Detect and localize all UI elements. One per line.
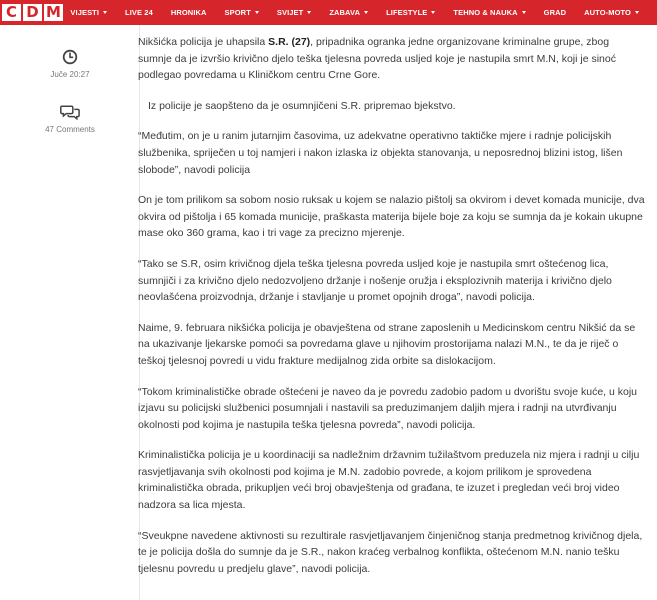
article-paragraph: On je tom prilikom sa sobom nosio ruksak u kojem se nalazio pištolj sa okvirom i devet komada municije, dva okvira od pištolja i 65 komada municije, praškasta materija bijele boje za koju se sumnja da je kokain ukupne mase oko 360 grama, kao i tri vage za precizno mjerenje. bbox=[138, 194, 645, 240]
nav-item-lifestyle[interactable] bbox=[386, 8, 435, 17]
chevron-down-icon bbox=[364, 11, 368, 14]
logo-letter-c: C bbox=[2, 4, 21, 21]
article-paragraph-lead bbox=[138, 34, 645, 84]
nav-item-label: ZABAVA bbox=[329, 8, 361, 17]
cdm-logo[interactable] bbox=[0, 0, 70, 25]
article-paragraph: Naime, 9. februara nikšićka policija je obavještena od strane zaposlenih u Medicinskom centru Nikšić da se na ukazivanje ljekarske pomoći sa povredama glave u njihovim prostorijama nalazi M.N., te da je riječ o teškoj tjelesnoj povredi u vidu frakture medijalnog zida orbite sa dislokacijom. bbox=[138, 321, 636, 367]
nav-item-label: TEHNO & NAUKA bbox=[453, 8, 518, 17]
article-paragraph: “Tako se S.R, osim krivičnog djela teška tjelesna povreda usljed koje je nastupila smrt oštećenog lica, sumnjiči i za krivično djelo nedozvoljeno držanje i nošenje oružja i eksplozivnih materija i krivično djelo neovlašćena proizvodnja, držanje i stavljanje u promet opojnih droga”, navodi policija. bbox=[138, 257, 612, 304]
article-meta-sidebar bbox=[0, 25, 140, 600]
nav-item-label: VIJESTI bbox=[70, 8, 100, 17]
nav-item-label: AUTO-MOTO bbox=[584, 8, 631, 17]
suspect-name: S.R. (27) bbox=[268, 36, 311, 48]
chevron-down-icon bbox=[255, 11, 259, 14]
main-menu bbox=[70, 0, 657, 25]
publish-time bbox=[0, 49, 140, 79]
nav-item-label: LIFESTYLE bbox=[386, 8, 428, 17]
chevron-down-icon bbox=[635, 11, 639, 14]
article-paragraph: Kriminalistička policija je u koordinaciji sa nadležnim državnim tužilaštvom preduzela niz mjera i radnji u cilju rasvjetljavanja svih okolnosti pod kojima je M.N. zadobio povrede, a kojom prilikom je sprovedena kriminalistička obrada, prikupljen veći broj obavještenja od građana, te izuzet i pregledan veći broj video nadzora sa lica mjesta. bbox=[138, 449, 640, 512]
nav-item-live24[interactable] bbox=[125, 8, 153, 17]
article-body bbox=[138, 34, 645, 591]
nav-item-svijet[interactable] bbox=[277, 8, 311, 17]
comments-count[interactable] bbox=[0, 104, 140, 134]
nav-item-label: SVIJET bbox=[276, 8, 304, 17]
logo-letter-m: M bbox=[44, 4, 63, 21]
nav-item-zabava[interactable] bbox=[329, 8, 368, 17]
lead-text-end: , pripadnika ogranka jedne organizovane kriminalne grupe, zbog sumnje da je izvršio krivično djelo teška tjelesna povreda usljed koje je nastupila smrt M.N, koji je sinoć podlegao povredama u Kliničkom centru Crne Gore. bbox=[138, 36, 616, 82]
article-paragraph: “Tokom kriminalističke obrade oštećeni je naveo da je povredu zadobio padom u dvorištu svoje kuće, u koju izjavu su policijski službenici posumnjali i nastavili sa preduzimanjem daljih mjera i radnji na utvrđivanju okolnosti pod kojima je nastupila teška tjelesna povreda”, navodi policija. bbox=[138, 385, 638, 431]
nav-item-sport[interactable] bbox=[225, 8, 259, 17]
chevron-down-icon bbox=[431, 11, 435, 14]
nav-item-vijesti[interactable] bbox=[70, 8, 107, 17]
nav-item-hronika[interactable] bbox=[171, 8, 207, 17]
article-paragraph: “Međutim, on je u ranim jutarnjim časovima, uz adekvatne operativno taktičke mjere i radnje policijskih službenika, spriječen u toj namjeri i nakon izlaska iz objekta stanovanja, u neposrednoj blizini istog, lišen slobode”, navodi policija bbox=[138, 130, 623, 176]
clock-icon bbox=[62, 49, 78, 65]
nav-item-grad[interactable] bbox=[544, 8, 566, 17]
comment-bubbles-icon bbox=[60, 104, 80, 120]
nav-item-auto-moto[interactable] bbox=[584, 8, 639, 17]
chevron-down-icon bbox=[103, 11, 107, 14]
nav-item-label: SPORT bbox=[224, 8, 251, 17]
chevron-down-icon bbox=[522, 11, 526, 14]
top-navigation-bar bbox=[0, 0, 657, 25]
article-paragraph: “Sveukpne navedene aktivnosti su rezultirale rasvjetljavanjem činjeničnog stanja predmetnog krivičnog djela, te je policija došla do sumnje da je S.R., nakon kraćeg verbalnog konflikta, oštećenom M.N. nanio tešku tjelesnu povredu u predjelu glave”, navodi policija. bbox=[138, 529, 643, 575]
logo-letter-d: D bbox=[23, 4, 42, 21]
nav-item-tehno-nauka[interactable] bbox=[453, 8, 525, 17]
lead-text-start: Nikšićka policija je uhapsila bbox=[138, 36, 269, 48]
nav-item-label: HRONIKA bbox=[170, 8, 207, 17]
comments-count-label: 47 Comments bbox=[45, 125, 95, 134]
nav-item-label: LIVE 24 bbox=[125, 8, 153, 17]
article-paragraph: Iz policije je saopšteno da je osumnjičeni S.R. pripremao bjekstvo. bbox=[148, 99, 456, 112]
publish-time-label: Juče 20:27 bbox=[50, 70, 90, 79]
nav-item-label: GRAD bbox=[543, 8, 567, 17]
chevron-down-icon bbox=[307, 11, 311, 14]
